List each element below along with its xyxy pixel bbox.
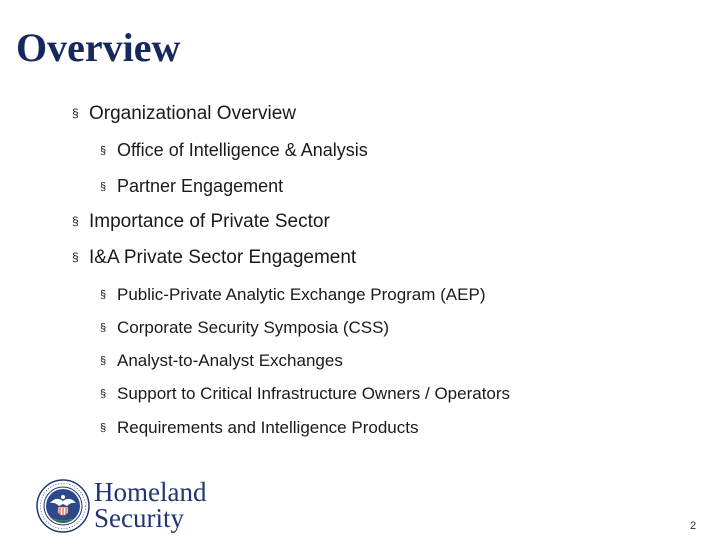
sub-bullet-item [100,418,418,438]
bullet-text: Public-Private Analytic Exchange Program (AEP) [117,285,486,304]
sub-bullet-item [100,351,343,371]
bullet-item [72,211,330,233]
bullet-item [72,247,356,269]
bullet-text: Corporate Security Symposia (CSS) [117,318,390,337]
sub-bullet-item [100,318,389,338]
homeland-security-logo [36,479,206,533]
bullet-icon: § [100,355,107,367]
bullet-icon: § [100,322,107,334]
bullet-icon: § [100,145,107,157]
sub-bullet-item [100,384,510,404]
bullet-item [72,103,296,125]
bullet-icon: § [100,388,107,400]
brand-line-2: Security [94,503,184,533]
bullet-text: Importance of Private Sector [89,211,330,232]
brand-wordmark [94,477,207,533]
bullet-text: Office of Intelligence & Analysis [117,140,368,160]
bullet-icon: § [72,106,79,120]
bullet-icon: § [72,214,79,228]
page-number: 2 [690,520,697,532]
sub-bullet-item [100,140,368,161]
bullet-text: Support to Critical Infrastructure Owners / Operators [117,384,511,403]
dhs-seal-icon [36,479,90,533]
bullet-text: Analyst-to-Analyst Exchanges [117,351,343,370]
bullet-icon: § [100,422,107,434]
bullet-text: Organizational Overview [89,103,296,124]
bullet-text: I&A Private Sector Engagement [89,247,357,268]
bullet-text: Requirements and Intelligence Products [117,418,419,437]
bullet-icon: § [72,250,79,264]
slide-title: Overview [16,25,181,70]
sub-bullet-item [100,285,486,305]
bullet-icon: § [100,289,107,301]
sub-bullet-item [100,176,283,197]
bullet-icon: § [100,181,107,193]
bullet-text: Partner Engagement [117,176,284,196]
brand-line-1: Homeland [94,477,207,508]
